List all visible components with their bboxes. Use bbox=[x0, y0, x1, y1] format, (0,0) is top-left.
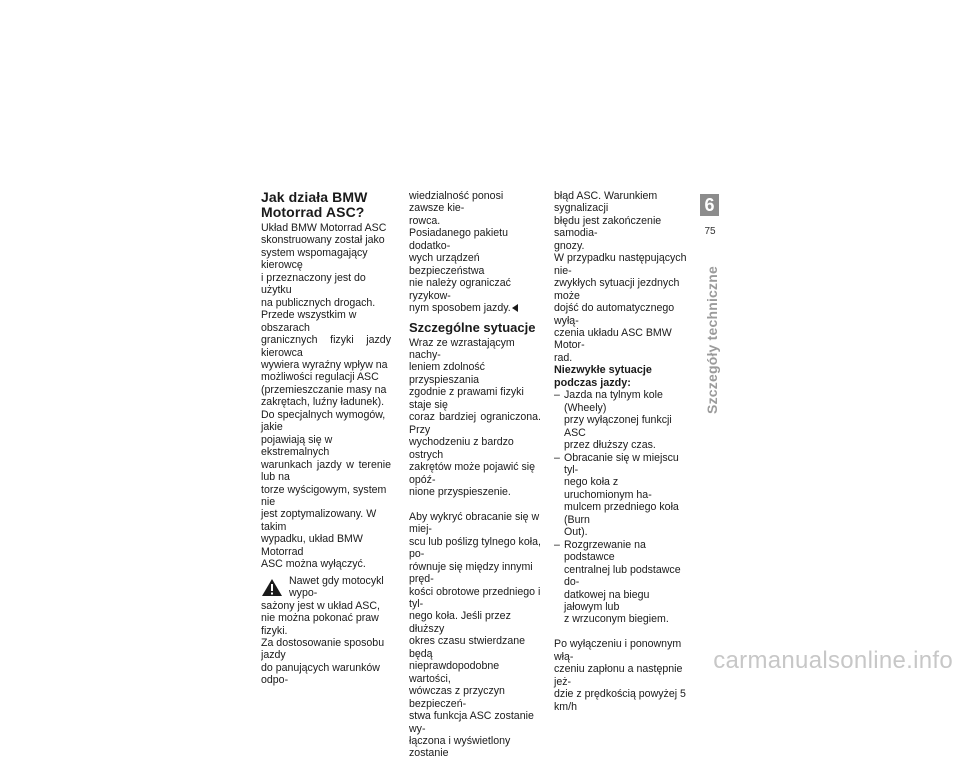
section-heading: Szczególne sytuacje bbox=[409, 319, 536, 335]
text-line: wychodzeniu z bardzo ostrych bbox=[409, 436, 514, 461]
text-line: przy wyłączonej funkcji ASC bbox=[564, 414, 672, 439]
text-line: Po wyłączeniu i ponownym włą- bbox=[554, 638, 682, 663]
text-line: Aby wykryć obracanie się w miej- bbox=[409, 510, 540, 536]
list-heading: Niezwykłe sytuacje podczas jazdy: bbox=[554, 364, 652, 389]
text-line: torze wyścigowym, system nie bbox=[261, 483, 387, 508]
text-column-1 bbox=[261, 190, 391, 687]
text-line: równuje się między innymi pręd- bbox=[409, 560, 533, 586]
watermark: carmanualsonline.info bbox=[713, 647, 953, 674]
list-item bbox=[554, 539, 688, 626]
text-line: leniem zdolność przyspieszania bbox=[409, 361, 485, 386]
text-line: na publicznych drogach. bbox=[261, 296, 376, 309]
text-line: ASC można wyłączyć. bbox=[261, 558, 366, 571]
text-line: nie należy ograniczać ryzykow- bbox=[409, 277, 511, 302]
text-line: nieprawdopodobne wartości, bbox=[409, 660, 500, 685]
text-line: Obracanie się w miejscu tyl- bbox=[564, 451, 679, 476]
text-line: rad. bbox=[554, 351, 573, 364]
dash-bullet: – bbox=[554, 389, 560, 402]
text-line: wych urządzeń bezpieczeństwa bbox=[409, 252, 485, 277]
body-text bbox=[261, 222, 391, 571]
page-number: 75 bbox=[704, 226, 716, 237]
warning-line: Za dostosowanie sposobu jazdy bbox=[261, 636, 385, 662]
text-line: Rozgrzewanie na podstawce bbox=[564, 538, 646, 564]
end-of-section-icon bbox=[512, 304, 518, 312]
text-line: gnozy. bbox=[554, 239, 585, 252]
text-line: możliwości regulacji ASC bbox=[261, 371, 379, 384]
body-text bbox=[554, 190, 688, 364]
text-fragment: nym sposobem jazdy. bbox=[409, 302, 511, 315]
dash-bullet: – bbox=[554, 538, 560, 551]
text-line: nione przyspieszenie. bbox=[409, 485, 511, 498]
text-line: stwa funkcja ASC zostanie wy- bbox=[409, 710, 534, 735]
text-line: Do specjalnych wymogów, jakie bbox=[261, 408, 386, 434]
spacer bbox=[409, 498, 541, 510]
text-line: granicznych fizyki jazdy kierowca bbox=[261, 334, 391, 359]
text-line: pojawiają się w ekstremalnych bbox=[261, 433, 333, 459]
text-line: zakrętów może pojawić się opóź- bbox=[409, 461, 535, 486]
text-line: okres czasu stwierdzane będą bbox=[409, 635, 525, 660]
text-line: wiedzialność ponosi zawsze kie- bbox=[409, 190, 504, 215]
text-line: Wraz ze wzrastającym nachy- bbox=[409, 336, 515, 361]
text-line: i przeznaczony jest do użytku bbox=[261, 271, 366, 297]
text-line: zakrętach, luźny ładunek). bbox=[261, 396, 385, 409]
text-line: dojść do automatycznego wyłą- bbox=[554, 302, 675, 327]
text-column-3 bbox=[554, 190, 688, 713]
text-line: warunkach jazdy w terenie lub na bbox=[261, 458, 391, 484]
section-heading: Jak działa BMW Motorrad ASC? bbox=[261, 189, 368, 220]
text-line: scu lub poślizg tylnego koła, po- bbox=[409, 535, 541, 561]
text-line: Układ BMW Motorrad ASC bbox=[261, 222, 387, 234]
text-line: mulcem przedniego koła (Burn bbox=[564, 501, 679, 526]
text-line: przez dłuższy czas. bbox=[564, 439, 656, 452]
text-line: datkowej na biegu jałowym lub bbox=[564, 588, 650, 613]
text-line: W przypadku następujących nie- bbox=[554, 252, 687, 277]
dash-bullet: – bbox=[554, 451, 560, 464]
paragraph bbox=[409, 511, 541, 760]
spacer bbox=[554, 626, 688, 638]
situation-list bbox=[554, 389, 688, 626]
text-line: Jazda na tylnym kole (Wheely) bbox=[564, 389, 663, 414]
warning-line: nie można pokonać praw fizyki. bbox=[261, 612, 379, 637]
text-line: wówczas z przyczyn bezpieczeń- bbox=[409, 685, 505, 710]
text-line: Przede wszystkim w obszarach bbox=[261, 309, 357, 334]
body-text bbox=[409, 190, 541, 315]
warning-line: do panujących warunków odpo- bbox=[261, 661, 380, 687]
warning-line: Nawet gdy motocykl wypo- bbox=[289, 574, 384, 600]
text-line: rowca. bbox=[409, 214, 441, 227]
text-line bbox=[409, 302, 541, 314]
text-line: zwykłych sytuacji jezdnych może bbox=[554, 277, 680, 302]
text-line: z wrzuconym biegiem. bbox=[564, 613, 669, 626]
text-line: (przemieszczanie masy na bbox=[261, 383, 387, 396]
list-item bbox=[554, 452, 688, 539]
text-line: błąd ASC. Warunkiem sygnalizacji bbox=[554, 190, 658, 215]
text-line: czeniu zapłonu a następnie jeż- bbox=[554, 663, 683, 688]
text-line: łączona i wyświetlony zostanie bbox=[409, 735, 511, 760]
text-line: nego koła z uruchomionym ha- bbox=[564, 476, 652, 501]
text-line: kości obrotowe przedniego i tyl- bbox=[409, 585, 541, 611]
warning-triangle-icon bbox=[261, 578, 283, 597]
chapter-number-tab: 6 bbox=[700, 194, 719, 216]
text-line: czenia układu ASC BMW Motor- bbox=[554, 326, 672, 352]
list-item bbox=[554, 389, 688, 451]
text-line: jest zoptymalizowany. W takim bbox=[261, 508, 377, 533]
paragraph bbox=[554, 638, 688, 713]
text-line: wywiera wyraźny wpływ na bbox=[261, 358, 388, 371]
text-line: błędu jest zakończenie samodia- bbox=[554, 214, 662, 240]
text-line: centralnej lub podstawce do- bbox=[564, 563, 681, 589]
warning-line: sażony jest w układ ASC, bbox=[261, 599, 380, 612]
text-line: nego koła. Jeśli przez dłuższy bbox=[409, 610, 511, 635]
text-column-2 bbox=[409, 190, 541, 760]
chapter-side-title: Szczegóły techniczne bbox=[704, 266, 720, 414]
text-line: zgodnie z prawami fizyki staje się bbox=[409, 386, 524, 411]
text-line: system wspomagający kierowcę bbox=[261, 246, 368, 272]
warning-block bbox=[261, 575, 391, 687]
text-line: Out). bbox=[564, 526, 588, 539]
text-line: skonstruowany został jako bbox=[261, 234, 385, 247]
text-line: dzie z prędkością powyżej 5 km/h bbox=[554, 688, 686, 713]
paragraph bbox=[409, 337, 541, 499]
text-line: wypadku, układ BMW Motorrad bbox=[261, 533, 363, 558]
text-line: Posiadanego pakietu dodatko- bbox=[409, 227, 508, 252]
text-line: coraz bardziej ograniczona. Przy bbox=[409, 411, 541, 436]
